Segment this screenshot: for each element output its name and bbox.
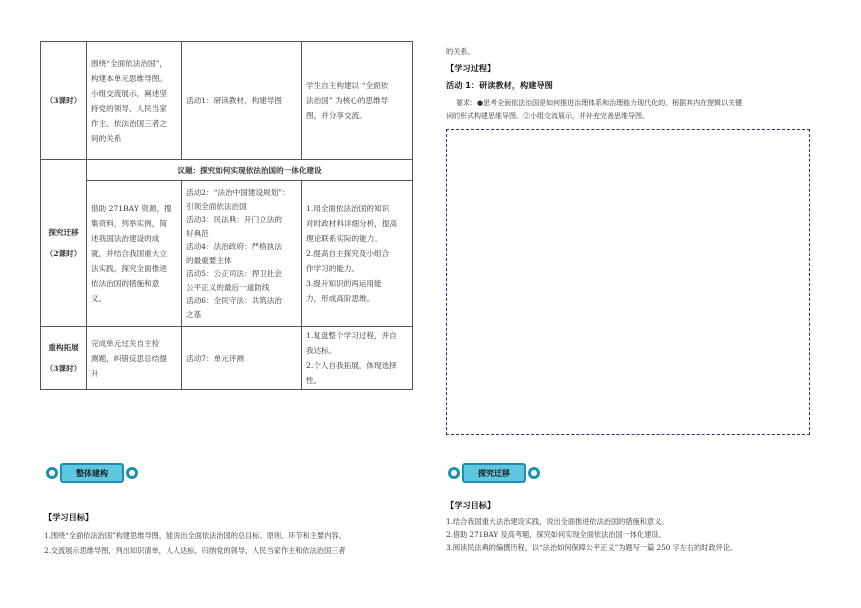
row2-task: 借助 271BAY 资源，搜 集资料，列举实例，简 述我国法治建设的成 就，并结合我国重大立 法实践，探究全面推进 依法治国的措施和意 义。 — [87, 181, 182, 327]
goal-list-left: 1.围绕“全面依法治国”构建思维导图，能说出全面依法治国的总目标、原则、环节和主要内容。 2.交流展示思维导图，列出知识清单，人人达标，归纳党的领导、人民当家作主和依法治国三者 — [44, 531, 346, 555]
activity-title: 活动 1：研读教材，构建导图 — [446, 80, 553, 90]
flower-ornament-icon — [124, 465, 140, 481]
section-ribbon-overall — [44, 462, 140, 484]
row2-label: 探究迁移 （2课时） — [41, 160, 87, 327]
goal-heading-right: 【学习目标】 — [446, 500, 496, 510]
row3-goals: 1.复盘整个学习过程，并自 我达标。 2.个人自我拓展，体现选择 性。 — [302, 327, 413, 390]
section-ribbon-explore — [446, 462, 542, 484]
row1-activity: 活动1：研读教材，构建导图 — [182, 42, 302, 160]
row2-activities: 活动2：“法治中国建设规划”： 引领全面依法治国 活动3：民法典：开门立法的 好典范 活动4：法治政府：严格执法 的最重要主体 活动5：公正司法：捍卫社会 公平正义的最后一道防线 活动6：全民守法：共筑法治 之基 — [182, 181, 302, 327]
table-row — [41, 160, 413, 181]
row3-label: 重构拓展 （3课时） — [41, 327, 87, 390]
continuation-text: 的关系。 — [446, 47, 475, 56]
table-row — [41, 181, 413, 327]
flower-ornament-icon — [526, 465, 542, 481]
row2-goals: 1.用全面依法治国的知识 对时政材料详细分析，提高 理论联系实际的能力。 2.提高自主探究及小组合 作学习的能力。 3.提升知识的再运用能 力，形成高阶思维。 — [302, 181, 413, 327]
row3-activity: 活动7：单元评测 — [182, 327, 302, 390]
goal-heading-left: 【学习目标】 — [44, 512, 94, 522]
topic-row: 议题：探究如何实现依法治国的一体化建设 — [87, 160, 413, 181]
row3-task: 完成单元过关自主检 测题，纠错反思总结提 升 — [87, 327, 182, 390]
row1-label: （3课时） — [41, 42, 87, 160]
mind-map-answer-box[interactable] — [446, 129, 810, 435]
process-heading: 【学习过程】 — [446, 63, 496, 73]
flower-ornament-icon — [446, 465, 462, 481]
activity-requirement: 要求：●思考全面依法治国是如何推进治理体系和治理能力现代化的，根据其内在逻辑以关键 词的形式构建思维导图。②小组交流展示，并补充完善思维导图。 — [446, 99, 743, 120]
row1-goal: 学生自主构建以 “全面依 法治国” 为核心的思维导 图，并分享交流。 — [302, 42, 413, 160]
ribbon-title: 整体建构 — [60, 463, 124, 483]
row1-task: 围绕“全面依法治国”， 构建本单元思维导图。 小组交流展示，阐述坚 持党的领导、人民当家 作主、依法治国三者之 间的关系 — [87, 42, 182, 160]
table-row — [41, 327, 413, 390]
goal-list-right: 1.结合我国重大法治建设实践，说出全面推进依法治国的措施和意义。 2.借助 271BAY 及高考题，探究如何实现全面依法治国一体化建设。 3.阅读民法典的编撰历程，以“法治如何保障公平正义”为题写一篇 250 字左右的时政评论。 — [446, 517, 738, 552]
unit-plan-table — [40, 41, 413, 390]
flower-ornament-icon — [44, 465, 60, 481]
table-row — [41, 42, 413, 160]
ribbon-title: 探究迁移 — [462, 463, 526, 483]
